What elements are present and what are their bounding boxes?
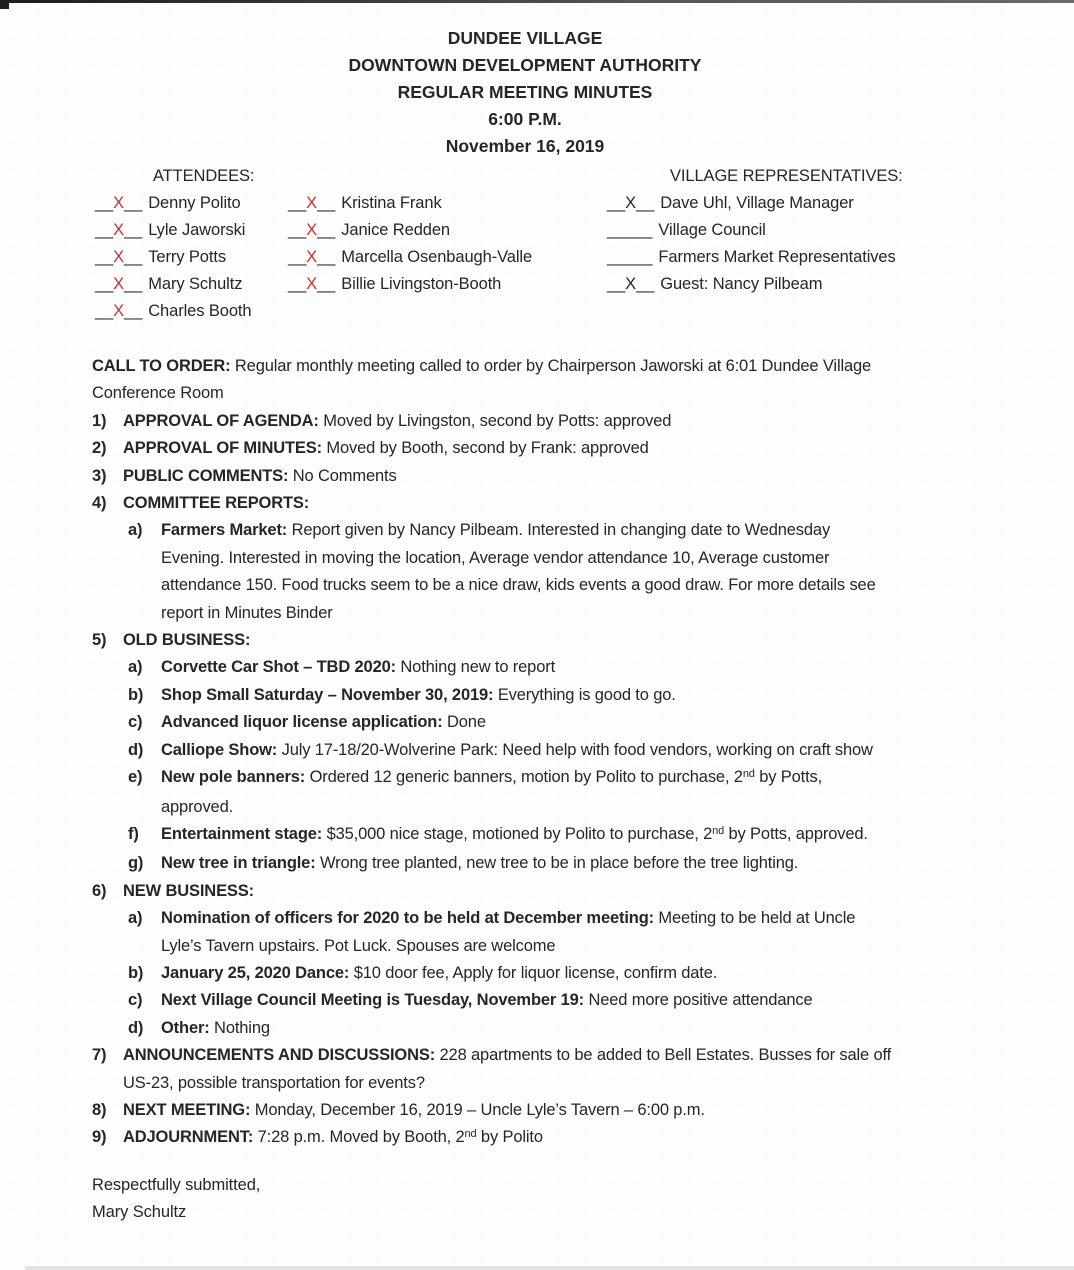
- item-number: 4): [92, 494, 107, 513]
- scan-artifact-bottom-edge: [25, 1266, 1074, 1270]
- title-line-time: 6:00 P.M.: [488, 109, 562, 129]
- item-label: PUBLIC COMMENTS:: [123, 466, 289, 485]
- attendance-row: [95, 298, 254, 325]
- item-label: NEXT MEETING:: [123, 1100, 251, 1119]
- list-item-5d: [128, 737, 1012, 764]
- sub-item-label: Shop Small Saturday – November 30, 2019:: [161, 685, 494, 704]
- sub-item-label: Corvette Car Shot – TBD 2020:: [161, 658, 396, 677]
- list-item-3: [92, 463, 1012, 490]
- item-text: Moved by Livingston, second by Potts: approved: [323, 411, 672, 430]
- sub-item-letter: c): [128, 713, 143, 732]
- mark-underscore: __: [95, 275, 114, 293]
- sub-item-line: Lyle’s Tavern upstairs. Pot Luck. Spouses are welcome: [161, 936, 556, 955]
- list-item-6b: [128, 960, 1012, 987]
- superscript-ordinal: nd: [712, 824, 725, 837]
- sub-item-line: attendance 150. Food trucks seem to be a nice draw, kids events a good draw. For more details see: [161, 576, 876, 595]
- attendance-row: [95, 217, 254, 244]
- list-item-2: [92, 435, 1012, 462]
- list-item-5f: [128, 821, 1012, 850]
- item-number: 3): [92, 466, 107, 485]
- call-to-order-line2: Conference Room: [92, 384, 224, 403]
- item-number: 1): [92, 411, 107, 430]
- list-item-5b: [128, 682, 1012, 709]
- sub-item-label: Farmers Market:: [161, 521, 288, 540]
- x-mark: X: [306, 194, 318, 212]
- sub-item-letter: g): [128, 854, 144, 873]
- sub-item-text: Wrong tree planted, new tree to be in place before the tree lighting.: [320, 854, 799, 873]
- representative-name: Village Council: [658, 221, 766, 239]
- mark-underscore: __: [607, 275, 626, 293]
- attendance-mark: [607, 275, 654, 293]
- attendance-row: [607, 217, 903, 244]
- mark-underscore: __: [288, 248, 307, 266]
- x-mark: X: [113, 194, 125, 212]
- attendee-name: Kristina Frank: [341, 194, 442, 212]
- x-mark: X: [113, 302, 125, 320]
- attendee-name: Lyle Jaworski: [148, 221, 246, 239]
- attendance-mark: [288, 194, 335, 212]
- mark-underscore: __: [317, 248, 336, 266]
- mark-underscore: __: [124, 275, 143, 293]
- attendee-name: Janice Redden: [341, 221, 450, 239]
- sub-item-line: approved.: [161, 797, 234, 816]
- attendees-column-1: [95, 163, 254, 325]
- mark-underscore: __: [288, 275, 307, 293]
- sub-item-label: New tree in triangle:: [161, 854, 316, 873]
- mark-underscore: __: [636, 275, 655, 293]
- x-mark: X: [306, 275, 318, 293]
- sub-item-letter: a): [128, 658, 143, 677]
- sub-item-label: Entertainment stage:: [161, 824, 323, 843]
- item-label: ADJOURNMENT:: [123, 1128, 254, 1147]
- representative-name: Dave Uhl, Village Manager: [660, 194, 854, 212]
- closing-signature-block: [92, 1172, 260, 1227]
- item-label: APPROVAL OF AGENDA:: [123, 411, 319, 430]
- x-mark-dark: X: [625, 275, 637, 293]
- attendance-mark: [95, 275, 142, 293]
- list-item-6a: [128, 905, 1012, 960]
- list-item-6d: [128, 1015, 1012, 1042]
- sub-item-letter: b): [128, 963, 144, 982]
- attendance-row: [607, 271, 903, 298]
- sub-item-letter: d): [128, 740, 144, 759]
- representative-name: Guest: Nancy Pilbeam: [660, 275, 823, 293]
- item-text: by Polito: [476, 1128, 543, 1147]
- item-label: OLD BUSINESS:: [123, 631, 251, 650]
- sub-item-line: Evening. Interested in moving the location, Average vendor attendance 10, Average customer: [161, 548, 830, 567]
- sub-item-line: [128, 517, 1012, 544]
- sub-item-letter: f): [128, 824, 139, 843]
- attendance-row: [607, 190, 903, 217]
- item-line: US-23, possible transportation for events?: [123, 1073, 425, 1092]
- list-item-1: [92, 408, 1012, 435]
- list-item-5g: [128, 850, 1012, 877]
- sub-item-label: Other:: [161, 1018, 210, 1037]
- sub-item-text: Need more positive attendance: [588, 991, 813, 1010]
- village-representatives-header: VILLAGE REPRESENTATIVES:: [670, 167, 903, 185]
- list-item-7: [92, 1042, 1012, 1097]
- attendance-mark: [288, 221, 335, 239]
- sub-item-label: Calliope Show:: [161, 740, 278, 759]
- sub-item-label: Nomination of officers for 2020 to be held at December meeting:: [161, 909, 654, 928]
- x-mark: X: [113, 248, 125, 266]
- mark-underscore: __: [124, 221, 143, 239]
- sub-item-label: Advanced liquor license application:: [161, 713, 443, 732]
- title-line-org: DUNDEE VILLAGE: [447, 28, 603, 48]
- superscript-ordinal: nd: [742, 768, 755, 781]
- item-number: 8): [92, 1100, 107, 1119]
- mark-underscore: __: [288, 194, 307, 212]
- list-item-6c: [128, 987, 1012, 1014]
- sub-item-label: New pole banners:: [161, 768, 306, 787]
- attendance-mark: [95, 248, 142, 266]
- attendance-row: [95, 190, 254, 217]
- call-to-order-label: CALL TO ORDER:: [92, 357, 231, 375]
- attendance-mark: [607, 194, 654, 212]
- mark-underscore: __: [317, 194, 336, 212]
- sub-item-text: Nothing: [214, 1018, 270, 1037]
- list-item-5: [92, 627, 1012, 654]
- mark-underscore: __: [317, 275, 336, 293]
- attendance-mark: [607, 221, 652, 239]
- sub-item-text: Everything is good to go.: [497, 685, 676, 704]
- superscript-ordinal: nd: [464, 1128, 477, 1141]
- list-item-4a: [128, 517, 1012, 627]
- item-label: NEW BUSINESS:: [123, 881, 254, 900]
- item-text: No Comments: [292, 466, 397, 485]
- list-item-6: [92, 878, 1012, 905]
- list-item-4: [92, 490, 1012, 517]
- sub-item-line: report in Minutes Binder: [161, 603, 333, 622]
- attendance-row: [607, 244, 903, 271]
- attendance-mark: [288, 275, 335, 293]
- attendee-name: Billie Livingston-Booth: [341, 275, 502, 293]
- attendance-row: [95, 271, 254, 298]
- item-text: 7:28 p.m. Moved by Booth, 2: [257, 1128, 465, 1147]
- sub-item-letter: b): [128, 685, 144, 704]
- attendee-name: Terry Potts: [148, 248, 226, 266]
- item-number: 7): [92, 1046, 107, 1065]
- item-number: 5): [92, 631, 107, 650]
- sub-item-line: [128, 905, 1012, 932]
- title-line-authority: DOWNTOWN DEVELOPMENT AUTHORITY: [348, 55, 702, 75]
- mark-underscore: __: [636, 194, 655, 212]
- list-item-5e: [128, 764, 1012, 821]
- attendees-column-2: [288, 190, 532, 298]
- closing-line: Respectfully submitted,: [92, 1176, 261, 1194]
- attendance-mark: [95, 221, 142, 239]
- list-item-9: [92, 1124, 1012, 1153]
- sub-item-line: [128, 764, 1012, 793]
- list-item-8: [92, 1097, 1012, 1124]
- item-number: 2): [92, 439, 107, 458]
- sub-item-text: Done: [447, 713, 486, 732]
- title-line-date: November 16, 2019: [445, 136, 605, 156]
- call-to-order-text: Regular monthly meeting called to order by Chairperson Jaworski at 6:01 Dundee Village: [234, 357, 872, 375]
- village-representatives-column: [607, 163, 903, 298]
- sub-item-text: July 17-18/20-Wolverine Park: Need help with food vendors, working on craft show: [281, 740, 873, 759]
- x-mark: X: [306, 248, 318, 266]
- attendance-mark: [288, 248, 335, 266]
- attendance-row: [288, 190, 532, 217]
- attendance-row: [288, 271, 532, 298]
- item-label: ANNOUNCEMENTS AND DISCUSSIONS:: [123, 1046, 436, 1065]
- attendance-mark: [95, 302, 142, 320]
- attendee-name: Mary Schultz: [148, 275, 243, 293]
- document-header: [90, 25, 960, 160]
- mark-underscore: __: [317, 221, 336, 239]
- attendance-row: [95, 244, 254, 271]
- item-number: 9): [92, 1128, 107, 1147]
- mark-underscore: __: [124, 302, 143, 320]
- mark-underscore: __: [124, 248, 143, 266]
- attendee-name: Charles Booth: [148, 302, 252, 320]
- mark-underscore: __: [288, 221, 307, 239]
- item-text: Monday, December 16, 2019 – Uncle Lyle’s Tavern – 6:00 p.m.: [254, 1100, 705, 1119]
- scan-artifact-top-left-corner: [0, 0, 9, 9]
- x-mark: X: [113, 275, 125, 293]
- item-label: COMMITTEE REPORTS:: [123, 494, 310, 513]
- item-text: 228 apartments to be added to Bell Estates. Busses for sale off: [435, 1046, 892, 1065]
- mark-underscore: __: [95, 221, 114, 239]
- mark-underscore: _____: [607, 248, 653, 266]
- sub-item-text: $10 door fee, Apply for liquor license, confirm date.: [353, 963, 718, 982]
- signature-name: Mary Schultz: [92, 1203, 187, 1222]
- attendee-name: Denny Polito: [148, 194, 241, 212]
- sub-item-text: $35,000 nice stage, motioned by Polito to purchase, 2: [326, 824, 713, 843]
- attendance-row: [288, 217, 532, 244]
- representative-name: Farmers Market Representatives: [658, 248, 896, 266]
- mark-underscore: __: [95, 302, 114, 320]
- mark-underscore: __: [95, 194, 114, 212]
- minutes-body: [92, 353, 1012, 1154]
- sub-item-label: Next Village Council Meeting is Tuesday, November 19:: [161, 991, 585, 1010]
- sub-item-text: by Potts,: [754, 768, 823, 787]
- item-text: Moved by Booth, second by Frank: approved: [326, 439, 649, 458]
- sub-item-letter: e): [128, 768, 143, 787]
- sub-item-text: Ordered 12 generic banners, motion by Polito to purchase, 2: [309, 768, 743, 787]
- x-mark: X: [306, 221, 318, 239]
- sub-item-letter: d): [128, 1018, 144, 1037]
- mark-underscore: __: [124, 194, 143, 212]
- item-line: [92, 1042, 1012, 1069]
- mark-underscore: __: [95, 248, 114, 266]
- attendees-header: ATTENDEES:: [153, 167, 255, 185]
- mark-underscore: _____: [607, 221, 653, 239]
- title-line-doc-type: REGULAR MEETING MINUTES: [397, 82, 653, 102]
- item-label: APPROVAL OF MINUTES:: [123, 439, 322, 458]
- attendance-mark: [607, 248, 652, 266]
- x-mark-dark: X: [625, 194, 637, 212]
- sub-item-text: by Potts, approved.: [724, 824, 868, 843]
- item-number: 6): [92, 881, 107, 900]
- scan-artifact-top-edge: [0, 0, 1074, 3]
- list-item-5c: [128, 709, 1012, 736]
- sub-item-letter: a): [128, 521, 143, 540]
- sub-item-letter: c): [128, 991, 143, 1010]
- attendance-mark: [95, 194, 142, 212]
- list-item-5a: [128, 654, 1012, 681]
- sub-item-text: Meeting to be held at Uncle: [658, 909, 856, 928]
- sub-item-text: Nothing new to report: [400, 658, 556, 677]
- sub-item-letter: a): [128, 909, 143, 928]
- call-to-order-line1: [92, 353, 1012, 380]
- attendance-row: [288, 244, 532, 271]
- x-mark: X: [113, 221, 125, 239]
- mark-underscore: __: [607, 194, 626, 212]
- sub-item-text: Report given by Nancy Pilbeam. Interested in changing date to Wednesday: [291, 521, 831, 540]
- attendee-name: Marcella Osenbaugh-Valle: [341, 248, 533, 266]
- sub-item-label: January 25, 2020 Dance:: [161, 963, 350, 982]
